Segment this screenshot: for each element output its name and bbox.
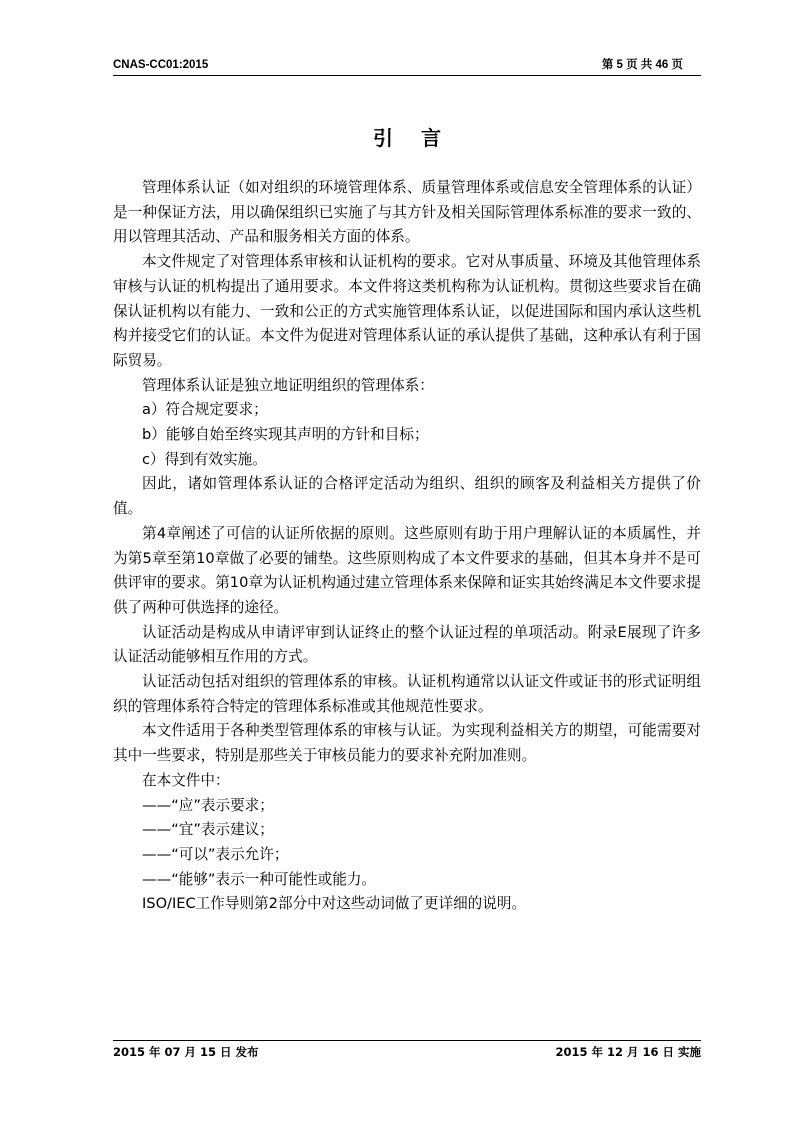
paragraph: 第4章阐述了可信的认证所依据的原则。这些原则有助于用户理解认证的本质属性，并为第5章至第10章做了必要的铺垫。这些原则构成了本文件要求的基础，但其本身并不是可供评审的要求。第10章为认证机构通过建立管理体系来保障和证实其始终满足本文件要求提供了两种可供选择的途径。 [113, 524, 701, 616]
document-id: CNAS-CC01:2015 [113, 59, 209, 71]
list-item: a）符合规定要求； [142, 401, 268, 419]
paragraph: 管理体系认证是独立地证明组织的管理体系： [142, 376, 434, 394]
list-item: ——“能够”表示一种可能性或能力。 [142, 870, 377, 888]
paragraph: 在本文件中： [142, 771, 230, 789]
page-footer [113, 1040, 701, 1059]
paragraph: 本文件适用于各种类型管理体系的审核与认证。为实现利益相关方的期望，可能需要对其中一些要求，特别是那些关于审核员能力的要求补充附加准则。 [113, 722, 701, 765]
paragraph: 因此，诸如管理体系认证的合格评定活动为组织、组织的顾客及利益相关方提供了价值。 [113, 475, 701, 518]
section-title: 引言 [373, 126, 469, 150]
list-item: ——“应”表示要求； [142, 796, 274, 814]
list-item: c）得到有效实施。 [142, 450, 267, 468]
page-number: 第 5 页 共 46 页 [601, 59, 683, 71]
paragraph: 认证活动是构成从申请评审到认证终止的整个认证过程的单项活动。附录E展现了许多认证活动能够相互作用的方式。 [113, 623, 701, 666]
paragraph: 认证活动包括对组织的管理体系的审核。认证机构通常以认证文件或证书的形式证明组织的管理体系符合特定的管理体系标准或其他规范性要求。 [113, 673, 701, 715]
document-body [113, 176, 701, 917]
issue-date: 2015 年 07 月 15 日 发布 [113, 1045, 259, 1059]
effective-date: 2015 年 12 月 16 日 实施 [555, 1045, 701, 1059]
list-item: ——“可以”表示允许； [142, 845, 289, 863]
paragraph: ISO/IEC工作导则第2部分中对这些动词做了更详细的说明。 [142, 895, 527, 913]
page-header [113, 57, 701, 76]
paragraph: 管理体系认证（如对组织的环境管理体系、质量管理体系或信息安全管理体系的认证）是一种保证方法，用以确保组织已实施了与其方针及相关国际管理体系标准的要求一致的、用以管理其活动、产品和服务相关方面的体系。 [113, 179, 701, 246]
paragraph: 本文件规定了对管理体系审核和认证机构的要求。它对从事质量、环境及其他管理体系审核与认证的机构提出了通用要求。本文件将这类机构称为认证机构。贯彻这些要求旨在确保认证机构以有能力、一致和公正的方式实施管理体系认证，以促进国际和国内承认这些机构并接受它们的认证。本文件为促进对管理体系认证的承认提供了基础，这种承认有利于国际贸易。 [113, 253, 701, 369]
list-item: b）能够自始至终实现其声明的方针和目标； [142, 426, 429, 444]
list-item: ——“宜”表示建议； [142, 821, 274, 839]
